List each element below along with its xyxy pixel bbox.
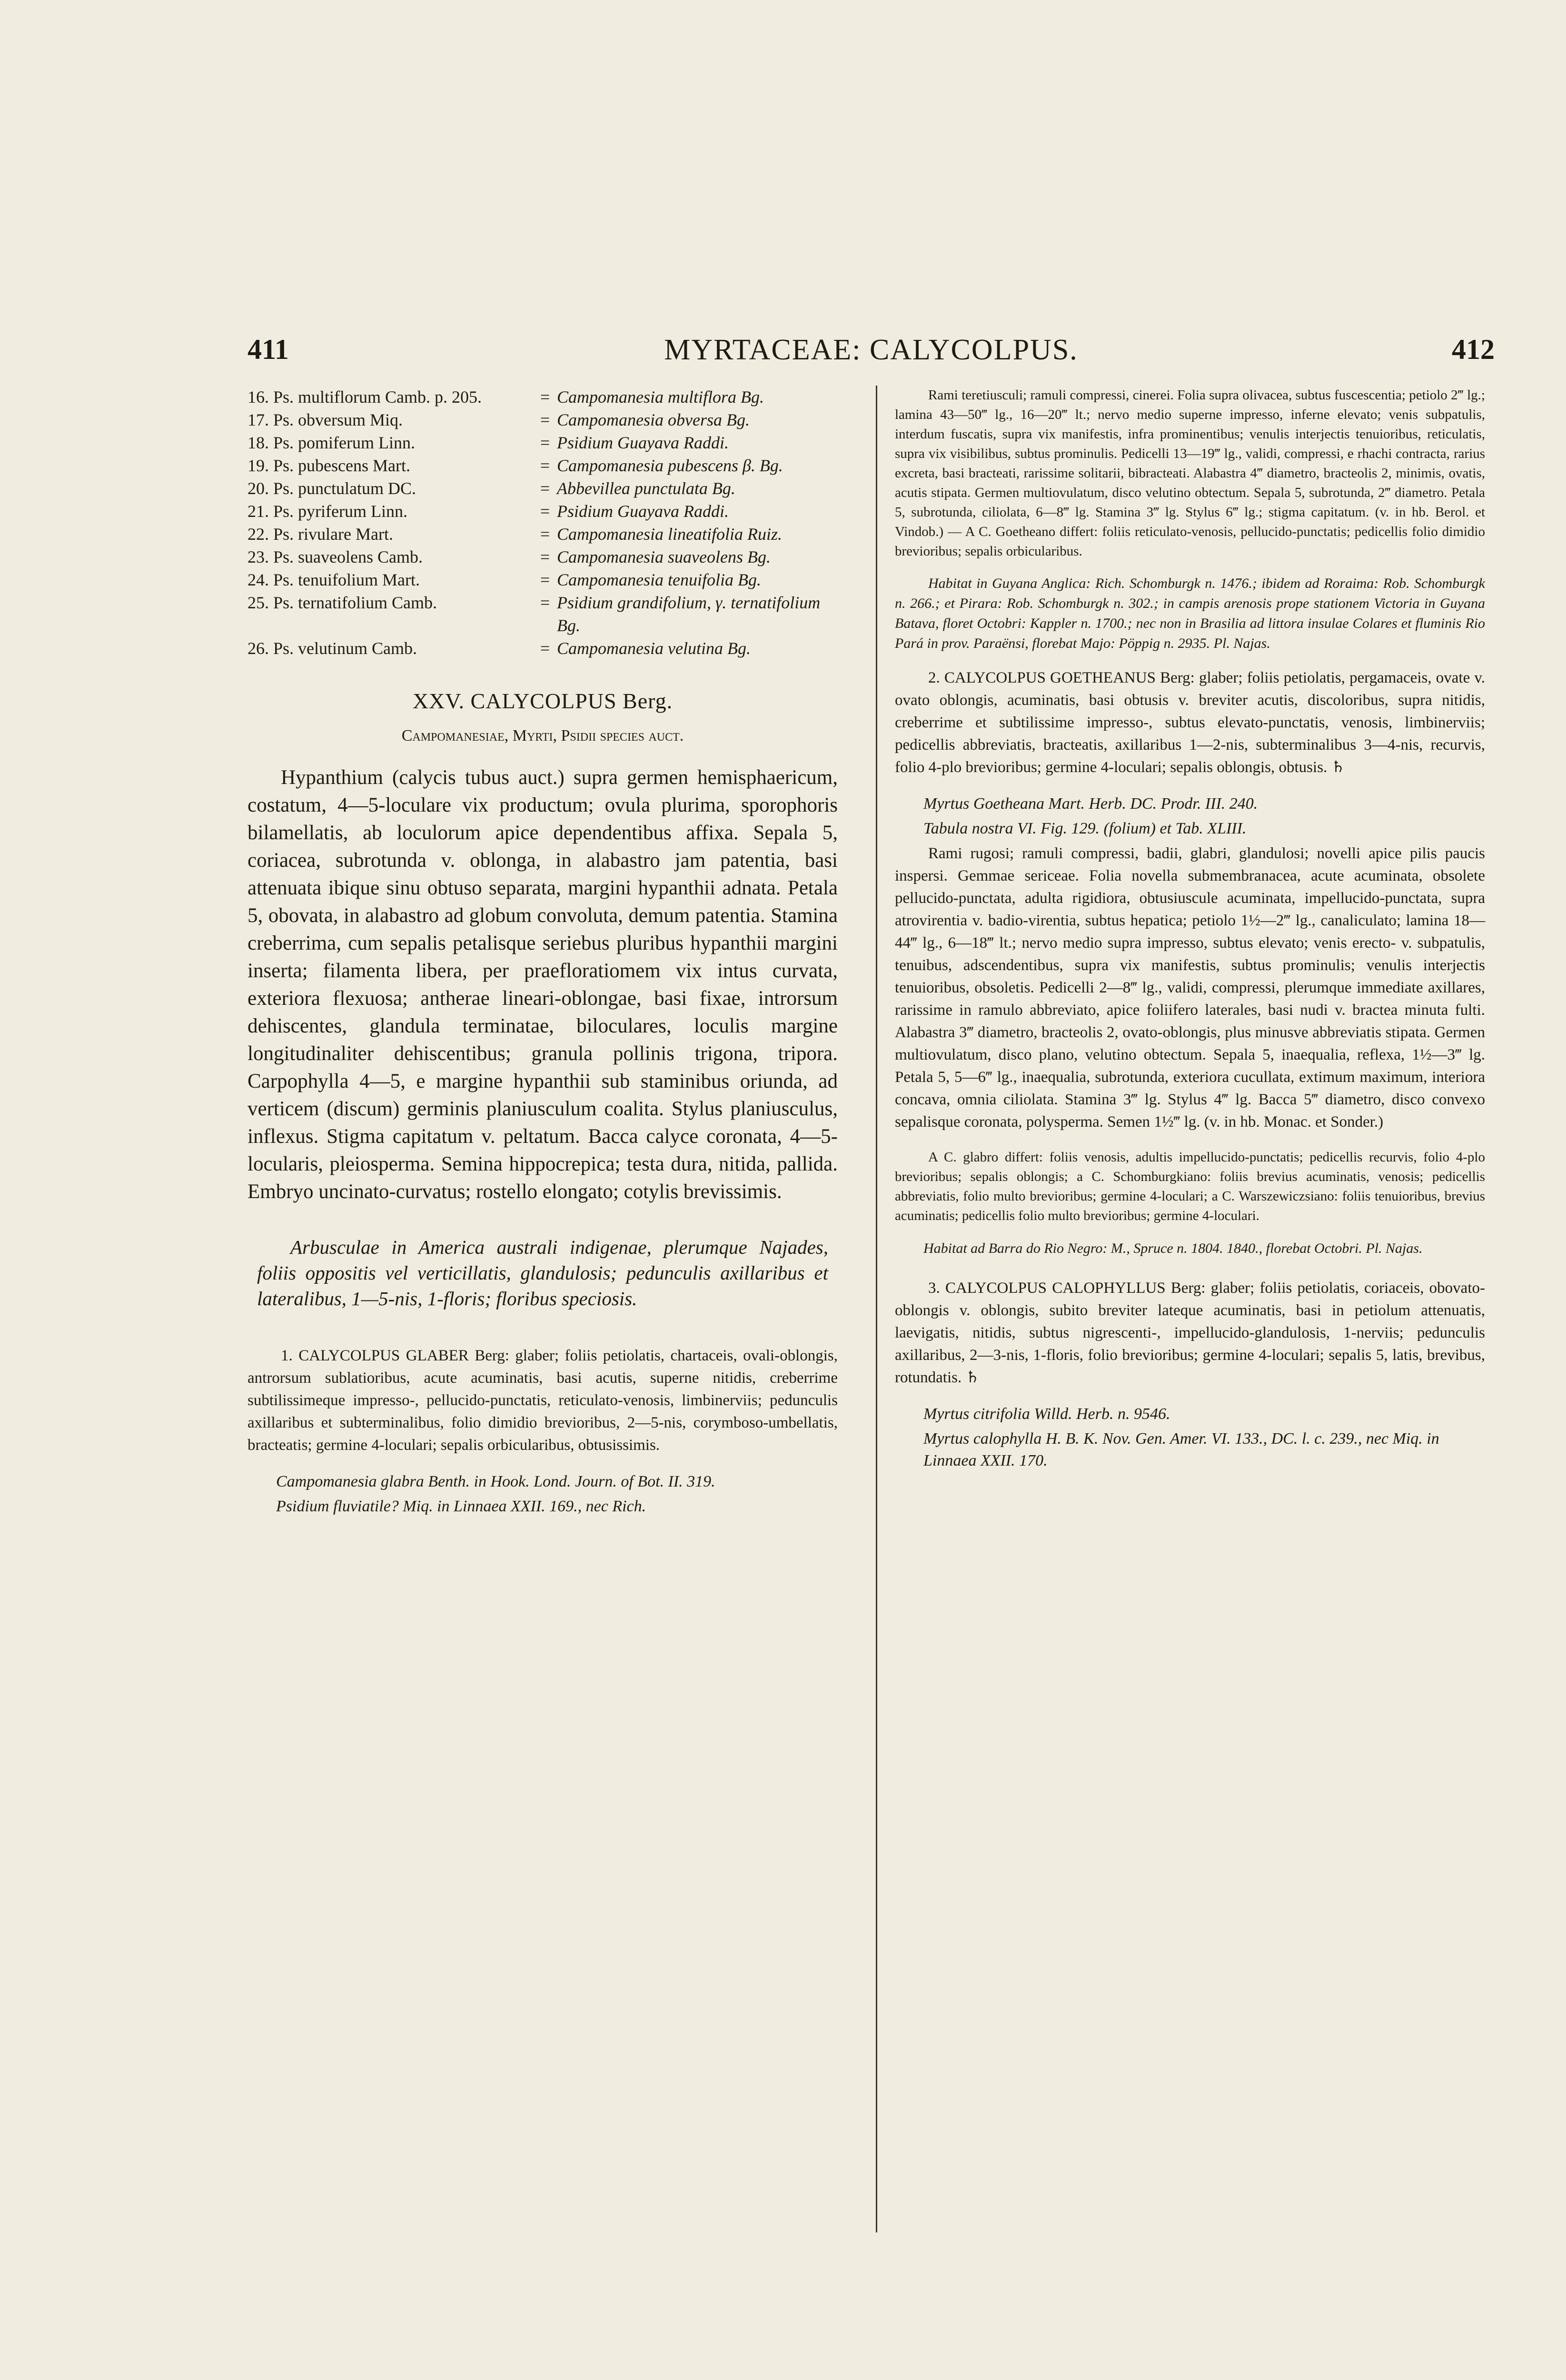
synonym-name: 25. Ps. ternatifolium Camb. [248, 593, 437, 612]
synonym-name: 20. Ps. punctulatum DC. [248, 479, 416, 498]
species-3-diagnosis: 3. CALYCOLPUS CALOPHYLLUS Berg: glaber; foliis petiolatis, coriaceis, obovato-oblongis v. oblongis, subito breviter lateque acuminatis, basi in petiolum attenuatis, laevigatis, nitidis, subtus nigrescenti-, impellucido-glandulosis, 1-nerviis; pedunculis axillaribus, 2—3-nis, 1-floris, folio brevioribus; germine 4-loculari; sepalis 5, latis, brevibus, rotundatis. ♄ [895, 1279, 1485, 1386]
species-1-habitat: Habitat in Guyana Anglica: Rich. Schomburgk n. 1476.; ibidem ad Roraima: Rob. Schomburgk n. 266.; et Pirara: Rob. Schomburgk n. 302.; in campis arenosis prope stationem Victoria in Guyana Batava, floret Octobri: Kappler n. 1700.; nec non in Brasilia ad littora insulae Colares et fluminis Rio Pará in prov. Paraënsi, florebat Majo: Pöppig n. 2935. Pl. Najas. [895, 575, 1485, 651]
accepted-name: Psidium grandifolium, γ. ternatifolium Bg. [557, 593, 821, 635]
synonym-row [248, 431, 838, 454]
species-3-citation-2: Myrtus calophylla H. B. K. Nov. Gen. Amer. VI. 133., DC. l. c. 239., nec Miq. in Linnaea XXII. 170. [923, 1430, 1439, 1469]
species-2-differences: A C. glabro differt: foliis venosis, adultis impellucido-punctatis; pedicellis recurvis, folio 4-plo brevioribus; sepalis oblongis; a C. Schomburgkiano: foliis brevius acuminatis, venosis; pedicellis abbreviatis, folio multo brevioribus; germine 4-loculari; a C. Warszewiczsiano: foliis tenuioribus, brevius acuminatis; pedicellis folio multo brevioribus; germine 4-loculari. [895, 1150, 1485, 1223]
synonym-row [248, 637, 838, 660]
right-page-number: 412 [1452, 334, 1495, 365]
synonym-row [248, 386, 838, 408]
synonym-name: 18. Ps. pomiferum Linn. [248, 433, 415, 452]
genus-description: Hypanthium (calycis tubus auct.) supra germen hemisphaericum, costatum, 4—5-loculare vix productum; ovula plurima, sporophoris bilamellatis, ab loculorum apice dependentibus affixa. Sepala 5, coriacea, subrotunda v. oblonga, in alabastro jam patentia, basi attenuata ibique sinu obtuso separata, margini hypanthii adnata. Petala 5, obovata, in alabastro ad globum convoluta, demum patentia. Stamina creberrima, cum sepalis petalisque seriebus pluribus hypanthii margini inserta; filamenta libera, per praefloratiomem vix intus curvata, exteriora flexuosa; antherae lineari-oblongae, basi fixae, introrsum dehiscentes, glandula terminatae, biloculares, loculis margine longitudinaliter dehiscentibus; granula pollinis trigona, tripora. Carpophylla 4—5, e margine hypanthii sub staminibus oriunda, ad verticem (discum) germinis planiusculum coalita. Stylus planiusculus, inflexus. Stigma capitatum v. peltatum. Bacca calyce coronata, 4—5-locularis, pleiosperma. Semina hippocrepica; testa dura, nitida, pallida. Embryo uncinato-curvatus; rostello elongato; cotylis brevissimis. [248, 766, 838, 1203]
synonym-name: 16. Ps. multiflorum Camb. p. 205. [248, 387, 482, 407]
synonym-name: 17. Ps. obversum Miq. [248, 410, 403, 429]
equals-sign: = [540, 593, 550, 612]
synonym-row [248, 545, 838, 568]
species-1-citation-1: Campomanesia glabra Benth. in Hook. Lond. Journ. of Bot. II. 319. [276, 1473, 715, 1490]
synonym-row [248, 591, 838, 637]
left-column [248, 386, 838, 1520]
species-2-citation-1: Myrtus Goetheana Mart. Herb. DC. Prodr. III. 240. [923, 795, 1258, 813]
equals-sign: = [540, 433, 550, 452]
genus-title: XXV. CALYCOLPUS Berg. [412, 689, 673, 713]
accepted-name: Campomanesia suaveolens Bg. [557, 547, 771, 566]
left-page-number: 411 [248, 334, 289, 365]
right-column [895, 386, 1485, 1475]
page-header [248, 333, 1495, 376]
accepted-name: Psidium Guayava Raddi. [557, 433, 729, 452]
accepted-name: Campomanesia multiflora Bg. [557, 387, 764, 407]
synonym-row [248, 408, 838, 431]
synonym-name: 23. Ps. suaveolens Camb. [248, 547, 423, 566]
synonym-name: 21. Ps. pyriferum Linn. [248, 502, 407, 521]
column-divider [876, 386, 877, 2232]
accepted-name: Campomanesia pubescens β. Bg. [557, 456, 783, 475]
synonym-name: 24. Ps. tenuifolium Mart. [248, 570, 420, 589]
species-2-diagnosis: 2. CALYCOLPUS GOETHEANUS Berg: glaber; foliis petiolatis, pergamaceis, ovate v. ovato oblongis, acuminatis, basi obtusis v. breviter acutis, discoloribus, supra nitidis, creberrime et subtilissime impresso-, subtus elevato-punctatis, venosis, limbinerviis; pedicellis abbreviatis, bracteatis, axillaribus 1—2-nis, subterminalibus 3—4-nis, recurvis, folio 4-plo brevioribus; germine 4-loculari; sepalis oblongis, obtusis. ♄ [895, 669, 1485, 776]
accepted-name: Abbevillea punctulata Bg. [557, 479, 735, 498]
accepted-name: Campomanesia tenuifolia Bg. [557, 570, 761, 589]
synonym-row [248, 500, 838, 523]
accepted-name: Psidium Guayava Raddi. [557, 502, 729, 521]
species-2-description: Rami rugosi; ramuli compressi, badii, glabri, glandulosi; novelli apice pilis paucis inspersi. Gemmae sericeae. Folia novella submembranacea, acute acuminata, obsolete pellucido-punctata, adulta rigidiora, obtusiuscule acuminata, impellucido-punctata, supra atrovirentia v. badio-virentia, subtus hepatica; petiolo 1½—2‴ lg., canaliculato; lamina 18—44‴ lg., 6—18‴ lt.; nervo medio supra impresso, subtus elevato; venis erecto- v. subpatulis, tenuibus, adscendentibus, supra vix manifestis, subtus prominulis; venulis interjectis tenuioribus, obsoletis. Pedicelli 2—8‴ lg., validi, compressi, plerumque immediate axillares, rarissime in ramulo abbreviato, apice foliifero laterales, basi nudi v. bractea minuta fulti. Alabastra 3‴ diametro, bracteolis 2, ovato-oblongis, plus minusve abbreviatis stipata. Germen multiovulatum, disco plano, velutino obtectum. Sepala 5, inaequalia, reflexa, 1½—3‴ lg. Petala 5, 5—6‴ lg., inaequalia, subrotunda, exteriora cucullata, extimum maximum, interiora concava, omnia ciliolata. Stamina 3‴ lg. Stylus 4‴ lg. Bacca 5‴ diametro, disco convexo sepalisque coronata, polysperma. Semen 1½‴ lg. (v. in hb. Monac. et Sonder.) [895, 845, 1485, 1130]
equals-sign: = [540, 479, 550, 498]
running-title: MYRTACEAE: CALYCOLPUS. [664, 334, 1078, 366]
accepted-name: Campomanesia lineatifolia Ruiz. [557, 525, 782, 544]
synonym-name: 22. Ps. rivulare Mart. [248, 525, 393, 544]
synonym-name: 19. Ps. pubescens Mart. [248, 456, 410, 475]
synonym-row [248, 477, 838, 500]
equals-sign: = [540, 547, 550, 566]
equals-sign: = [540, 410, 550, 429]
genus-subtitle: Campomanesiae, Myrti, Psidii species auct. [401, 727, 684, 744]
equals-sign: = [540, 456, 550, 475]
accepted-name: Campomanesia obversa Bg. [557, 410, 750, 429]
synonym-row [248, 523, 838, 545]
synonym-name: 26. Ps. velutinum Camb. [248, 639, 417, 658]
species-3-citation-1: Myrtus citrifolia Willd. Herb. n. 9546. [923, 1405, 1170, 1423]
accepted-name: Campomanesia velutina Bg. [557, 639, 751, 658]
species-2-citation-2: Tabula nostra VI. Fig. 129. (folium) et Tab. XLIII. [923, 820, 1247, 837]
synonym-row [248, 568, 838, 591]
equals-sign: = [540, 387, 550, 407]
species-1-citation-2: Psidium fluviatile? Miq. in Linnaea XXII. 169., nec Rich. [276, 1497, 646, 1515]
equals-sign: = [540, 570, 550, 589]
equals-sign: = [540, 639, 550, 658]
equals-sign: = [540, 502, 550, 521]
genus-note: Arbusculae in America australi indigenae, plerumque Najades, foliis oppositis vel verticillatis, glandulosis; pedunculis axillaribus et lateralibus, 1—5-nis, 1-floris; floribus speciosis. [257, 1236, 828, 1309]
equals-sign: = [540, 525, 550, 544]
species-1-diagnosis: 1. CALYCOLPUS GLABER Berg: glaber; foliis petiolatis, chartaceis, ovali-oblongis, antrorsum sublatioribus, acute acuminatis, basi acutis, superne nitidis, creberrime subtilissimeque impresso-, pellucido-punctatis, reticulato-venosis, limbinerviis; pedunculis axillaribus et subterminalibus, folio dimidio brevioribus, 2—5-nis, corymboso-umbellatis, bracteatis; germine 4-loculari; sepalis orbicularibus, obtusissimis. [248, 1347, 838, 1454]
species-1-description: Rami teretiusculi; ramuli compressi, cinerei. Folia supra olivacea, subtus fuscescentia; petiolo 2‴ lg.; lamina 43—50‴ lg., 16—20‴ lt.; nervo medio superne impresso, inferne elevato; venis subpatulis, interdum fuscatis, supra vix manifestis, infra prominentibus; venulis interjectis tenuioribus, reticulatis, supra vix visibilibus, subtus prominulis. Pedicelli 13—19‴ lg., validi, compressi, e rhachi contracta, rarius excreta, basi bracteati, rarissime solitarii, bibracteati. Alabastra 4‴ diametro, bracteolis 2, minimis, ovatis, acutis stipata. Germen multiovulatum, disco velutino obtectum. Sepala 5, subrotunda, 2‴ diametro. Petala 5, subrotunda, ciliolata, 6—8‴ lg. Stamina 3‴ lg. Stylus 6‴ lg.; stigma capitatum. (v. in hb. Berol. et Vindob.) — A C. Goetheano differt: foliis reticulato-venosis, pellucido-punctatis; pedicellis folio dimidio brevioribus; sepalis orbicularibus. [895, 387, 1485, 559]
species-2-habitat: Habitat ad Barra do Rio Negro: M., Spruce n. 1804. 1840., florebat Octobri. Pl. Najas. [923, 1240, 1423, 1256]
synonym-list [248, 386, 838, 660]
synonym-row [248, 454, 838, 477]
